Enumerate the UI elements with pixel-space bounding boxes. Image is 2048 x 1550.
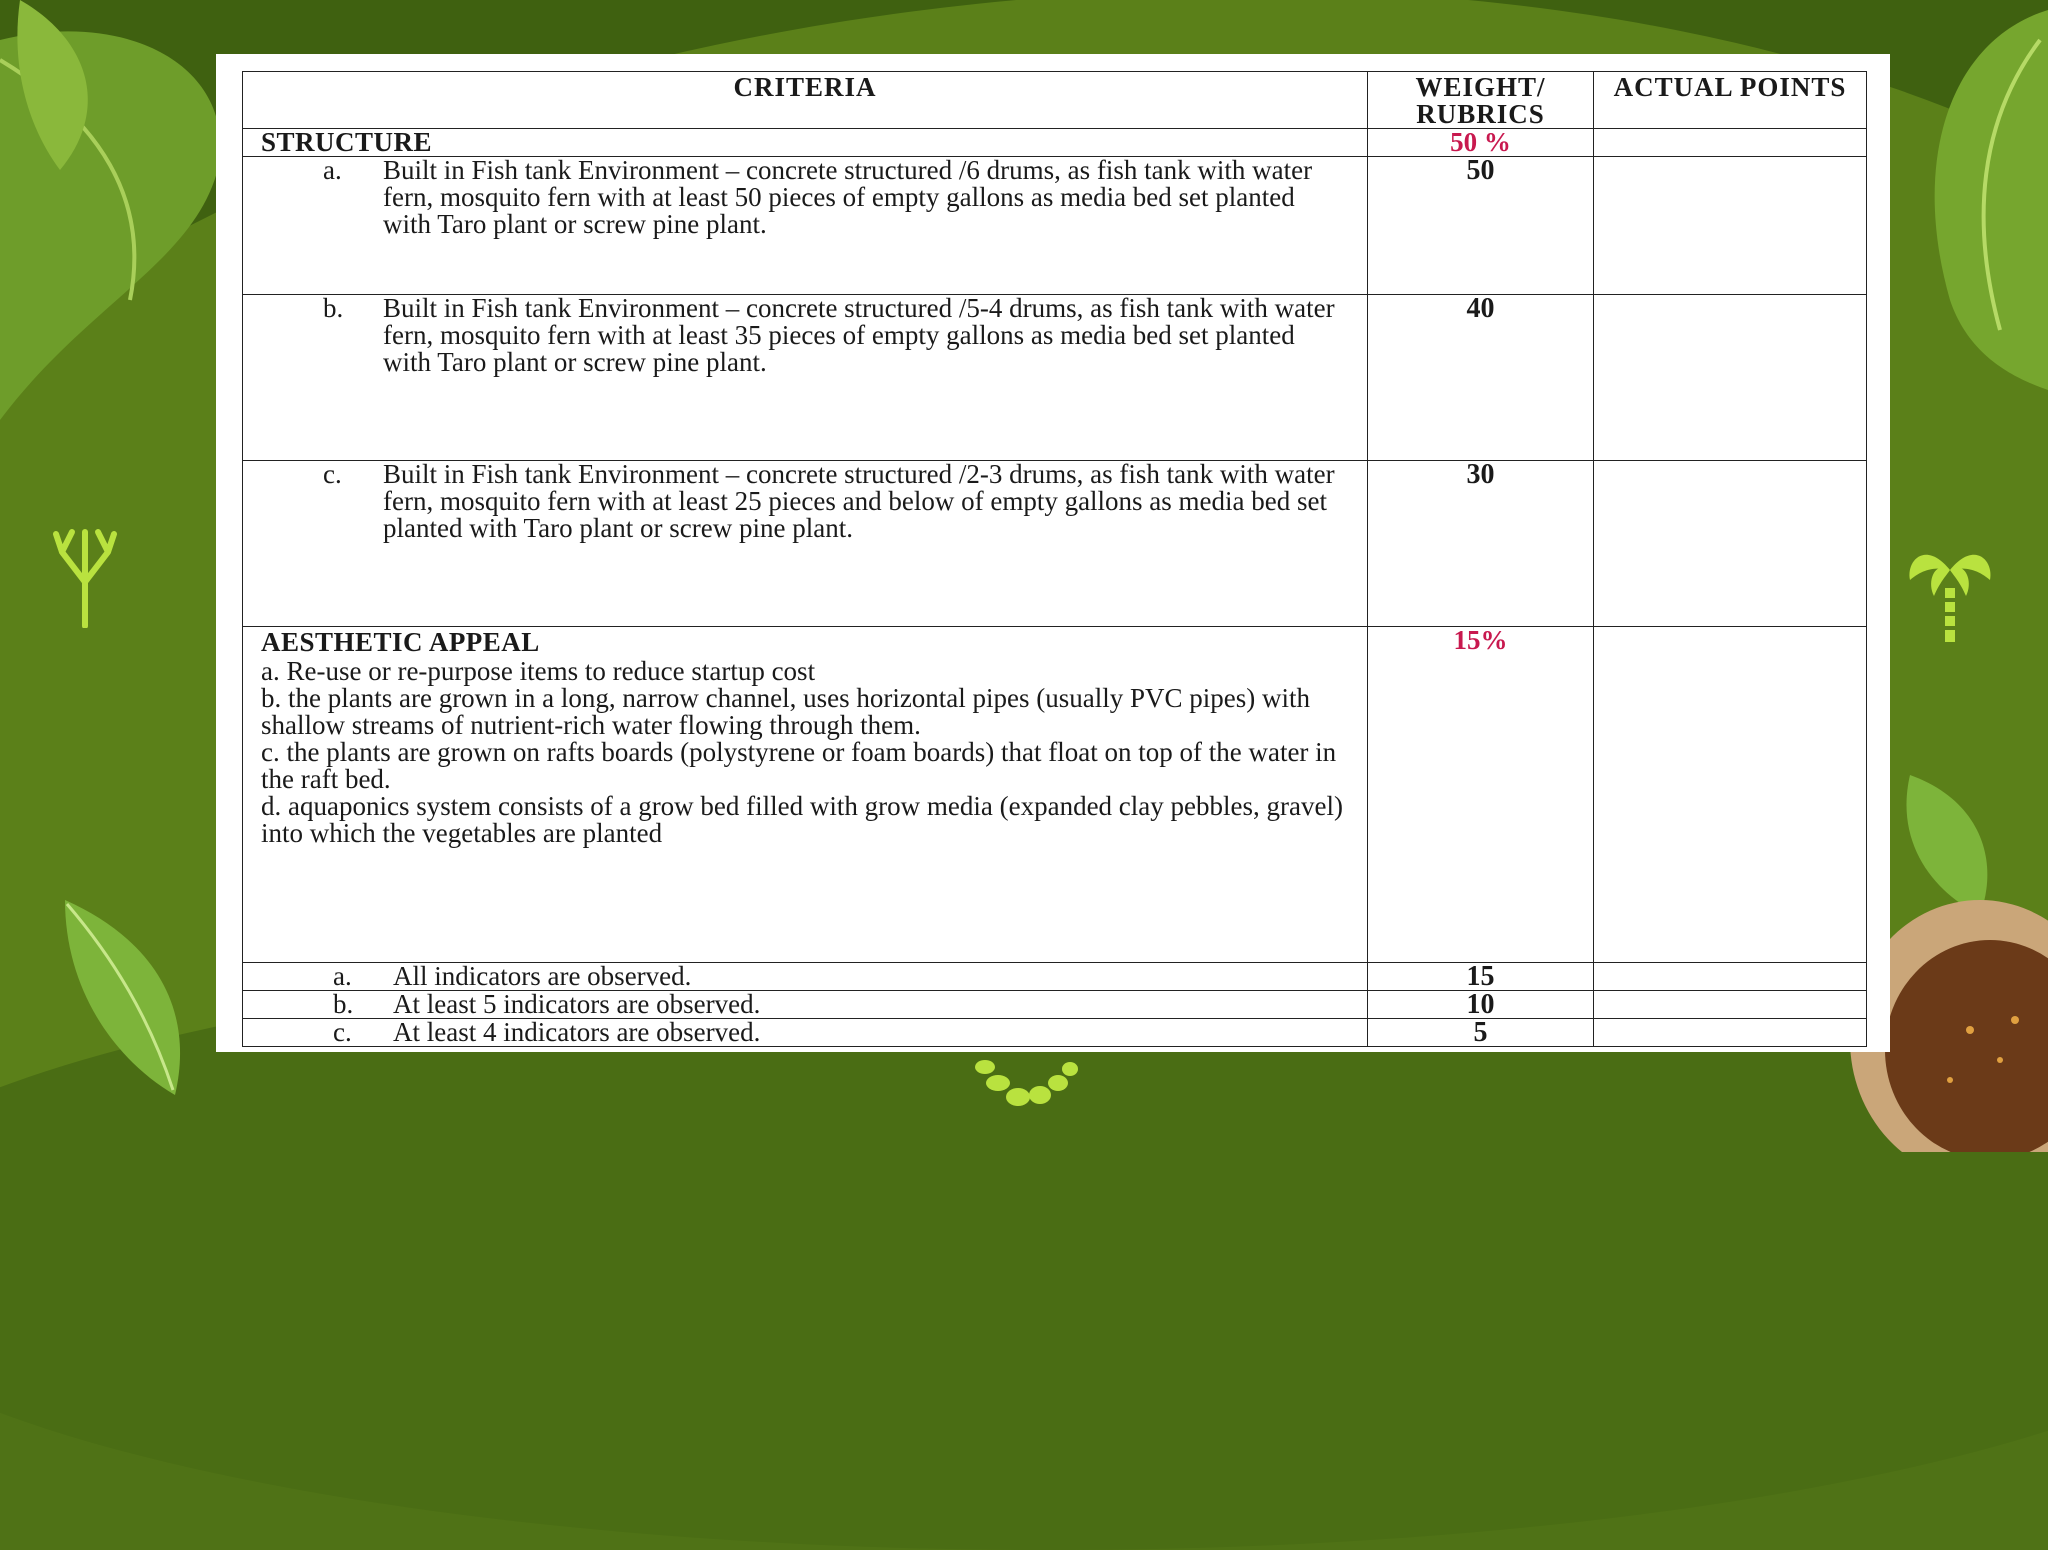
structure-percent: 50 % [1368,129,1594,157]
indicator-label: c. [333,1017,352,1047]
aesthetic-title: AESTHETIC APPEAL [261,627,540,657]
actual-points-cell[interactable] [1594,991,1867,1019]
aesthetic-line: b. the plants are grown in a long, narrow channel, uses horizontal pipes (usually PVC pipes) with shallow streams of nutrient-rich water flowing through them. [261,683,1311,740]
table-row [243,963,1867,991]
item-text: Built in Fish tank Environment – concrete structured /5-4 drums, as fish tank with water fern, mosquito fern with at least 35 pieces of empty gallons as media bed set planted with Taro plant or screw pine plant. [383,293,1335,377]
rubric-table [242,71,1867,1047]
aesthetic-line: d. aquaponics system consists of a grow bed filled with grow media (expanded clay pebbles, gravel) into which the vegetables are planted [261,791,1343,848]
actual-points-header: ACTUAL POINTS [1594,72,1867,129]
item-text: Built in Fish tank Environment – concrete structured /6 drums, as fish tank with water fern, mosquito fern with at least 50 pieces of empty gallons as media bed set planted with Taro plant or screw pine plant. [383,155,1313,239]
indicator-label: b. [333,989,354,1019]
table-row [243,157,1867,295]
indicator-text: At least 4 indicators are observed. [393,1017,761,1047]
item-label: b. [323,293,344,323]
actual-points-cell[interactable] [1594,963,1867,991]
item-weight: 30 [1368,461,1594,627]
item-text: Built in Fish tank Environment – concrete structured /2-3 drums, as fish tank with water fern, mosquito fern with at least 25 pieces and below of empty gallons as media bed set planted with Taro plant or screw pine plant. [383,459,1335,543]
actual-points-cell[interactable] [1594,461,1867,627]
worm-icon [970,1055,1080,1117]
actual-points-cell[interactable] [1594,157,1867,295]
item-label: a. [323,155,342,185]
leaf-top-left-decoration [0,0,240,430]
tree-icon [52,522,118,628]
weight-header: WEIGHT/ RUBRICS [1368,72,1594,129]
aesthetic-line: c. the plants are grown on rafts boards (polystyrene or foam boards) that float on top of the water in the raft bed. [261,737,1337,794]
actual-points-cell[interactable] [1594,295,1867,461]
leaf-bottom-left-decoration [55,890,195,1100]
indicator-weight: 10 [1368,991,1594,1019]
rubric-document [216,54,1890,1052]
actual-points-cell[interactable] [1594,1019,1867,1047]
item-label: c. [323,459,342,489]
aesthetic-actual-cell[interactable] [1594,627,1867,963]
palm-tree-icon [1906,540,1994,646]
structure-title: STRUCTURE [243,129,1368,157]
header-row [243,72,1867,129]
item-weight: 50 [1368,157,1594,295]
indicator-text: All indicators are observed. [393,961,692,991]
table-row [243,295,1867,461]
table-row [243,461,1867,627]
aesthetic-section-row [243,627,1867,963]
table-row [243,1019,1867,1047]
leaf-top-right-decoration [1890,0,2048,390]
indicator-label: a. [333,961,352,991]
structure-actual-cell[interactable] [1594,129,1867,157]
table-row [243,991,1867,1019]
indicator-weight: 5 [1368,1019,1594,1047]
item-weight: 40 [1368,295,1594,461]
indicator-weight: 15 [1368,963,1594,991]
structure-section-row [243,129,1867,157]
aesthetic-percent: 15% [1368,627,1594,963]
criteria-header: CRITERIA [243,72,1368,129]
indicator-text: At least 5 indicators are observed. [393,989,761,1019]
aesthetic-line: a. Re-use or re-purpose items to reduce startup cost [261,656,816,686]
